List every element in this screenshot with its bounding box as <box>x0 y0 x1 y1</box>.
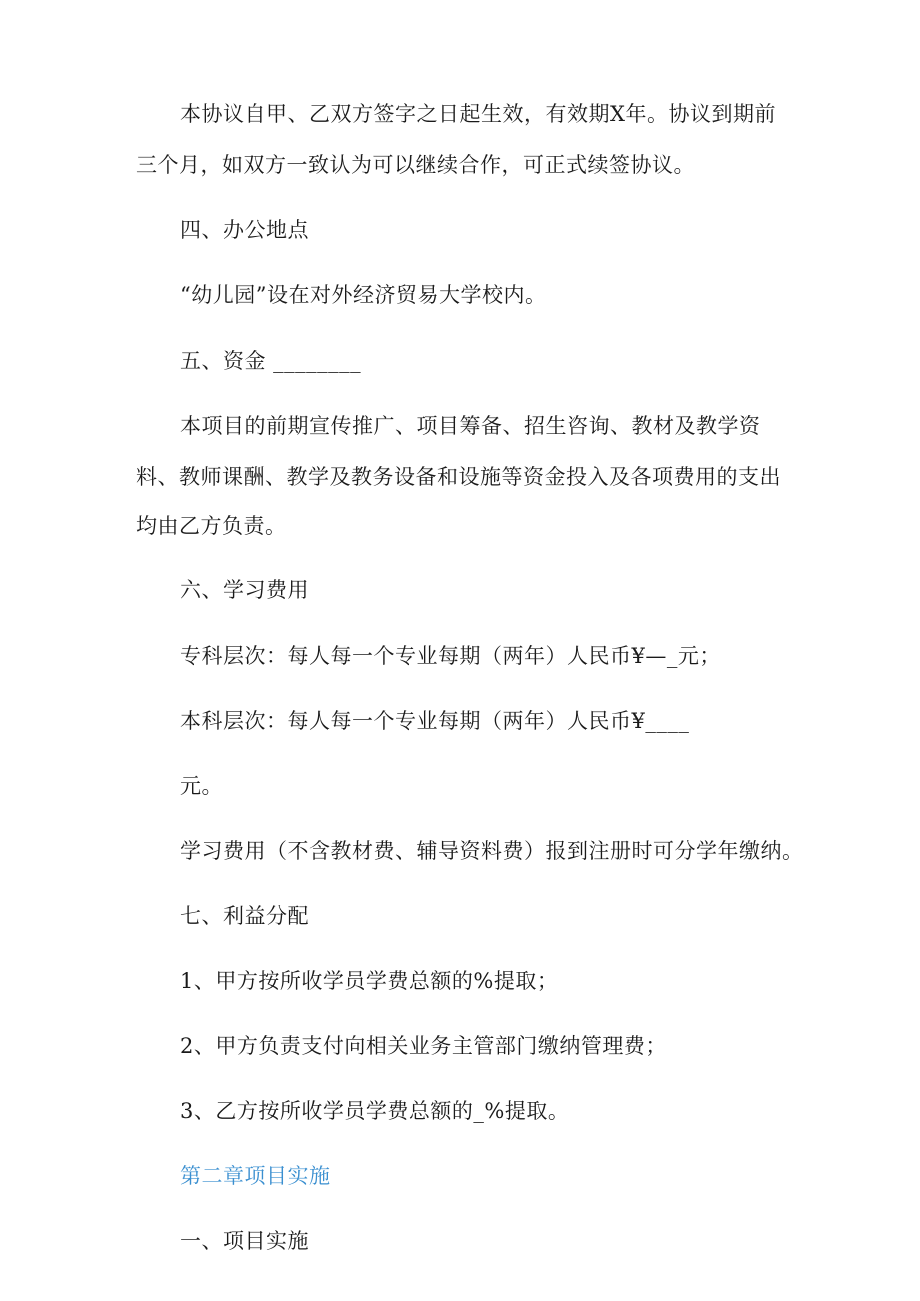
paragraph-funds-line-3: 均由乙方负责。 <box>136 514 287 538</box>
list-item-profit-1: 1、甲方按所收学员学费总额的%提取； <box>180 969 559 993</box>
paragraph-funds-line-2: 料、教师课酬、教学及教务设备和设施等资金投入及各项费用的支出 <box>136 465 781 489</box>
section-heading-profit-distribution: 七、利益分配 <box>180 904 309 928</box>
section-heading-office-location: 四、办公地点 <box>180 218 309 242</box>
paragraph-validity-line-1: 本协议自甲、乙双方签字之日起生效，有效期X年。协议到期前 <box>180 102 776 126</box>
list-item-profit-3: 3、乙方按所收学员学费总额的_%提取。 <box>180 1099 570 1123</box>
paragraph-funds-line-1: 本项目的前期宣传推广、项目筹备、招生咨询、教材及教学资 <box>180 414 761 438</box>
paragraph-tuition-associate: 专科层次：每人每一个专业每期（两年）人民币¥—_元； <box>180 644 721 668</box>
paragraph-tuition-bachelor-cont: 元。 <box>180 774 223 798</box>
paragraph-validity-line-2: 三个月，如双方一致认为可以继续合作，可正式续签协议。 <box>136 153 695 177</box>
paragraph-tuition-payment: 学习费用（不含教材费、辅导资料费）报到注册时可分学年缴纳。 <box>180 839 804 863</box>
list-item-profit-2: 2、甲方负责支付向相关业务主管部门缴纳管理费； <box>180 1034 667 1058</box>
section-heading-project-implementation: 一、项目实施 <box>180 1229 309 1253</box>
paragraph-tuition-bachelor: 本科层次：每人每一个专业每期（两年）人民币¥____ <box>180 709 690 733</box>
paragraph-office-location: “幼儿园”设在对外经济贸易大学校内。 <box>180 283 547 307</box>
section-heading-funds: 五、资金 ________ <box>180 349 362 373</box>
section-heading-tuition: 六、学习费用 <box>180 578 309 602</box>
chapter-heading-project-implementation: 第二章项目实施 <box>180 1164 331 1188</box>
